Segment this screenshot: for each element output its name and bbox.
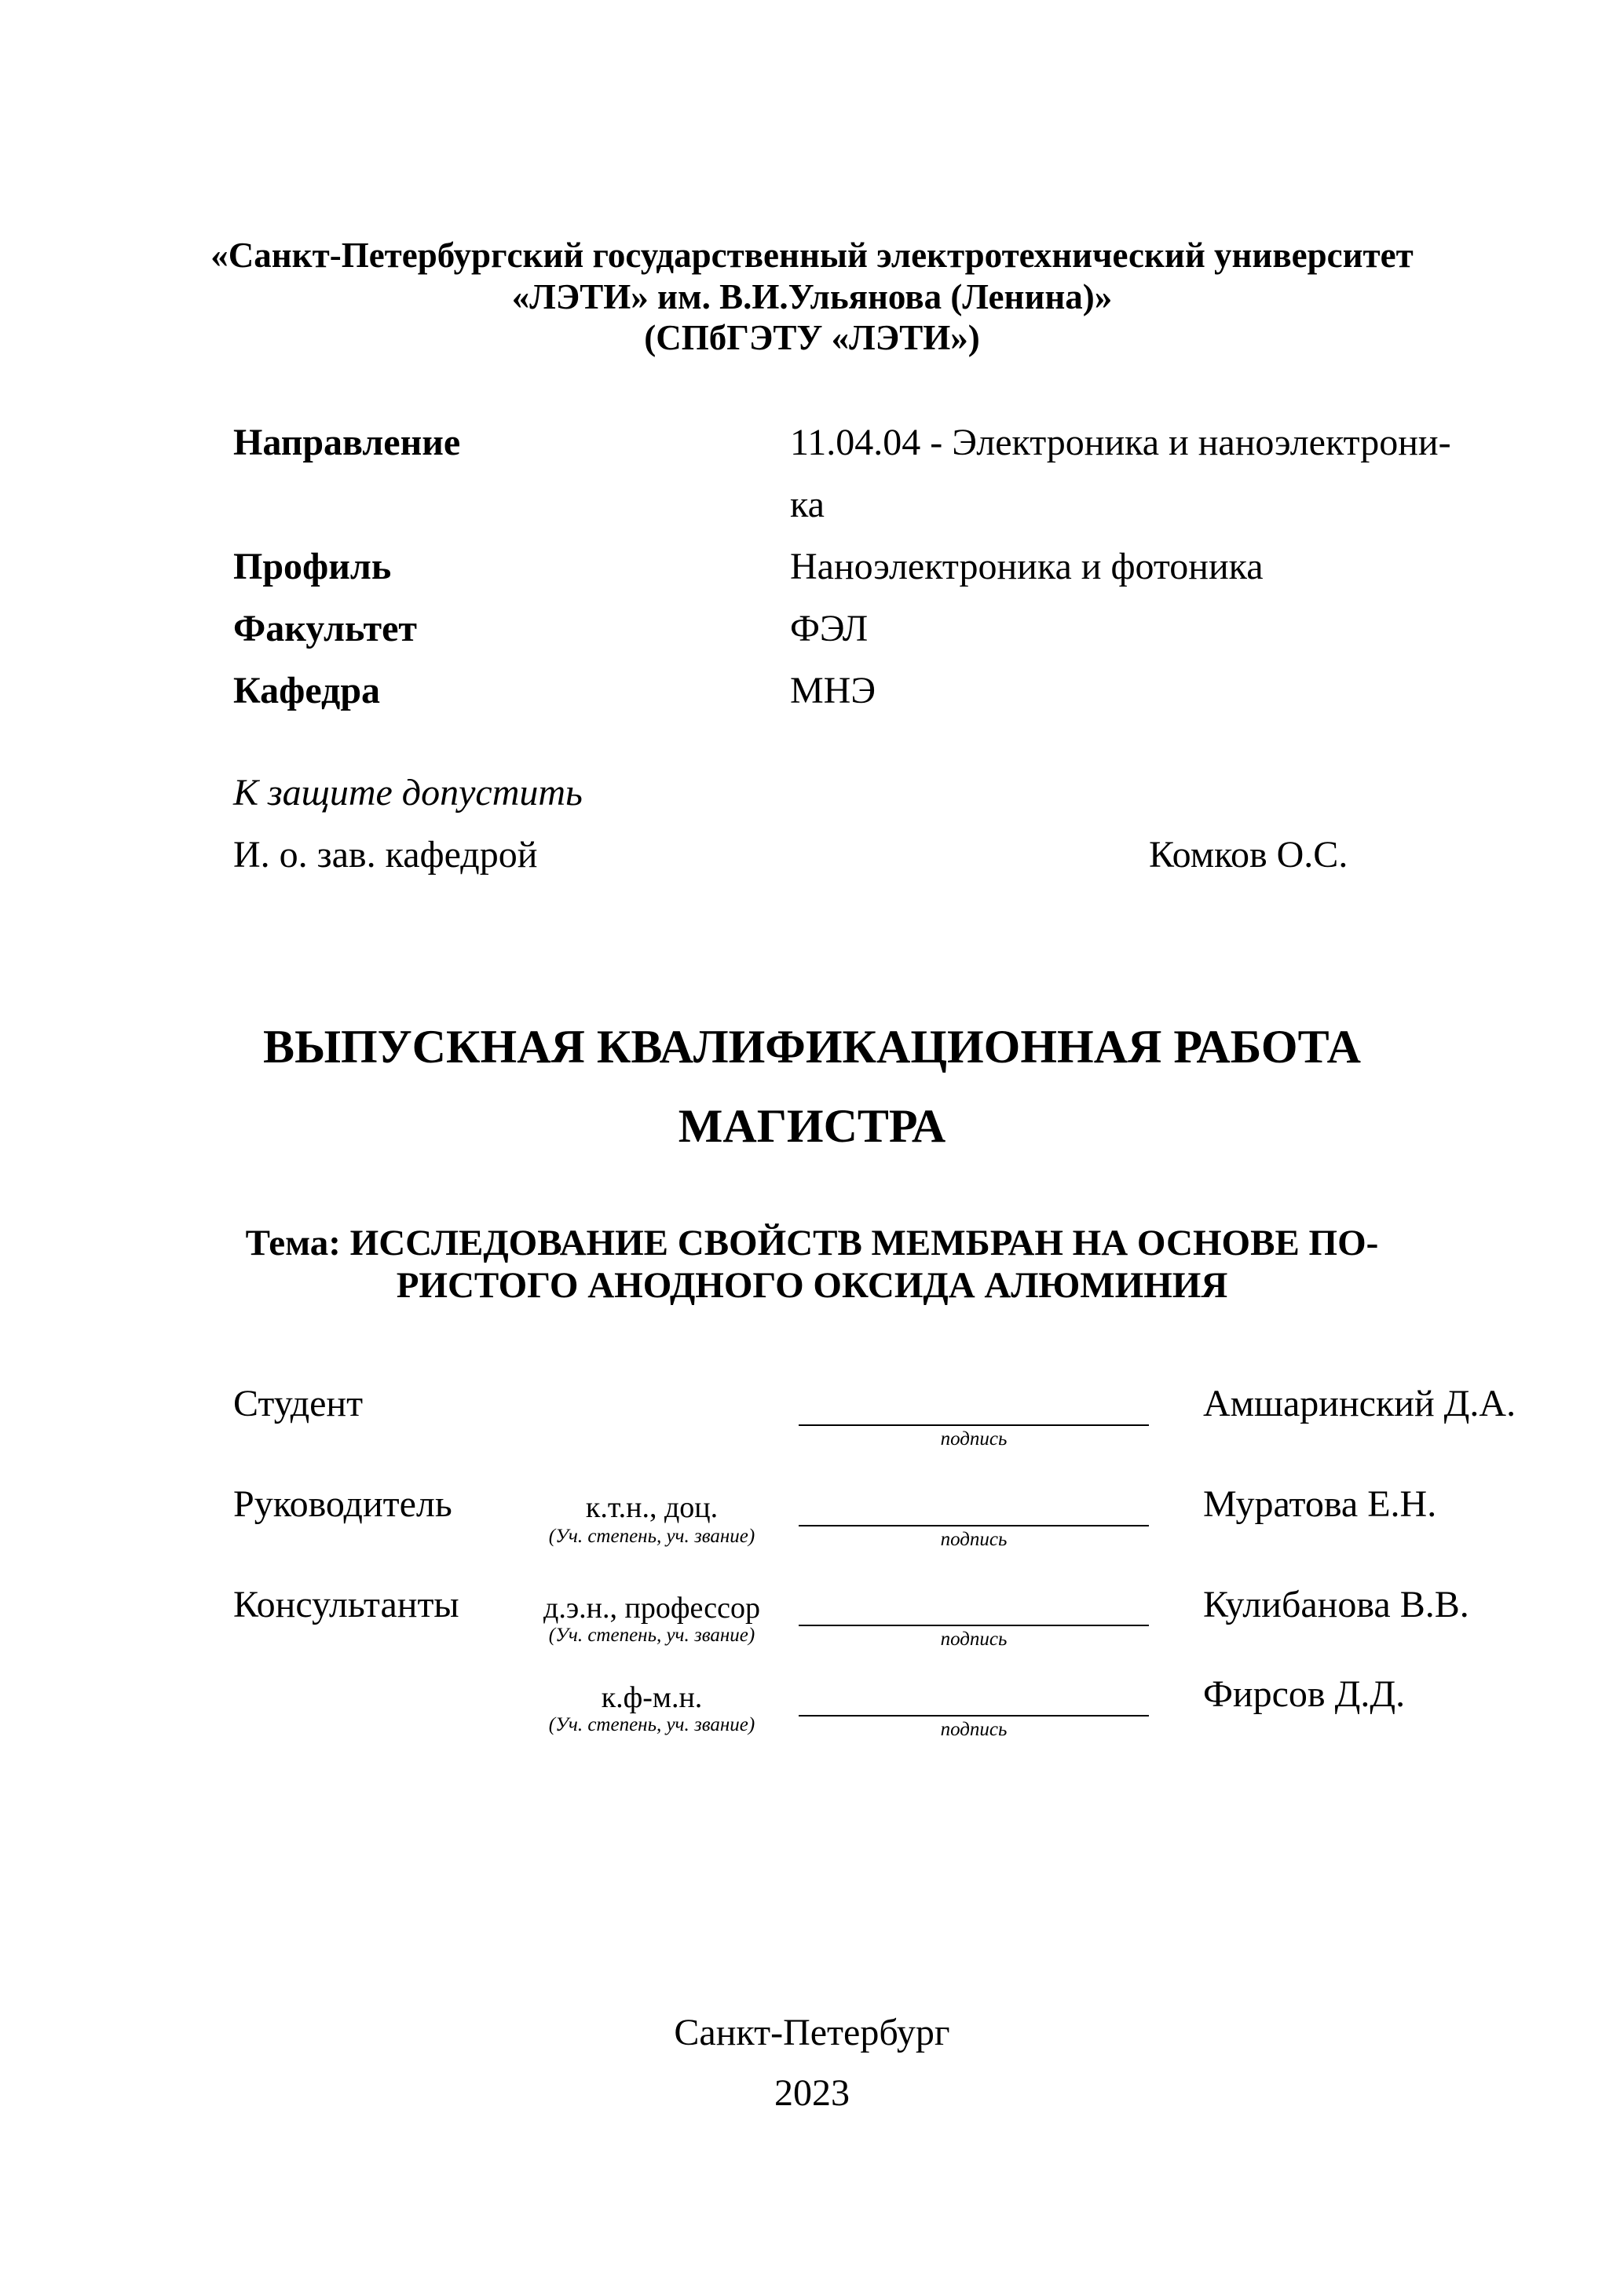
signature-name: Муратова Е.Н. bbox=[1203, 1483, 1437, 1525]
approval-role: И. о. зав. кафедрой bbox=[233, 834, 538, 876]
signature-name: Амшаринский Д.А. bbox=[1203, 1383, 1516, 1424]
signature-role: Студент bbox=[233, 1383, 364, 1424]
signature-line bbox=[799, 1525, 1149, 1526]
signature-degree-hint: (Уч. степень, уч. звание) bbox=[548, 1714, 755, 1735]
signature-hint: подпись bbox=[940, 1529, 1008, 1550]
signature-name: Фирсов Д.Д. bbox=[1203, 1673, 1406, 1715]
signature-degree: д.э.н., профессор bbox=[543, 1592, 760, 1625]
signature-degree-hint: (Уч. степень, уч. звание) bbox=[548, 1625, 755, 1646]
faculty-value: ФЭЛ bbox=[790, 608, 869, 649]
footer-city: Санкт-Петербург bbox=[674, 2012, 950, 2053]
signature-line bbox=[799, 1715, 1149, 1717]
topic-line1: Тема: ИССЛЕДОВАНИЕ СВОЙСТВ МЕМБРАН НА ОСНОВЕ ПО- bbox=[245, 1223, 1379, 1263]
direction-label: Направление bbox=[233, 422, 461, 463]
document-title-line2: МАГИСТРА bbox=[678, 1100, 946, 1152]
topic-line2: РИСТОГО АНОДНОГО ОКСИДА АЛЮМИНИЯ bbox=[396, 1265, 1228, 1306]
signature-hint: подпись bbox=[940, 1428, 1008, 1450]
signature-degree: к.т.н., доц. bbox=[585, 1491, 719, 1524]
signature-degree: к.ф-м.н. bbox=[601, 1681, 703, 1714]
university-name-line2: «ЛЭТИ» им. В.И.Ульянова (Ленина)» bbox=[511, 277, 1113, 316]
department-label: Кафедра bbox=[233, 670, 381, 711]
footer-year: 2023 bbox=[774, 2072, 850, 2114]
signature-line bbox=[799, 1424, 1149, 1426]
signature-name: Кулибанова В.В. bbox=[1203, 1584, 1469, 1625]
direction-value: 11.04.04 - Электроника и наноэлектрони- bbox=[790, 422, 1451, 463]
signature-degree-hint: (Уч. степень, уч. звание) bbox=[548, 1526, 755, 1547]
approval-name: Комков О.С. bbox=[1149, 834, 1348, 876]
signature-role: Консультанты bbox=[233, 1584, 459, 1625]
signature-hint: подпись bbox=[940, 1629, 1008, 1650]
document-title-line1: ВЫПУСКНАЯ КВАЛИФИКАЦИОННАЯ РАБОТА bbox=[263, 1021, 1361, 1073]
department-value: МНЭ bbox=[790, 670, 876, 711]
profile-label: Профиль bbox=[233, 546, 392, 587]
signature-line bbox=[799, 1625, 1149, 1626]
profile-value: Наноэлектроника и фотоника bbox=[790, 546, 1264, 587]
university-name-line1: «Санкт-Петербургский государственный электротехнический университет bbox=[210, 236, 1414, 275]
signature-hint: подпись bbox=[940, 1719, 1008, 1740]
faculty-label: Факультет bbox=[233, 608, 417, 649]
approval-heading: К защите допустить bbox=[233, 772, 583, 813]
university-abbrev: (СПбГЭТУ «ЛЭТИ») bbox=[644, 318, 980, 357]
signature-role: Руководитель bbox=[233, 1483, 452, 1525]
direction-value-cont: ка bbox=[790, 484, 825, 525]
